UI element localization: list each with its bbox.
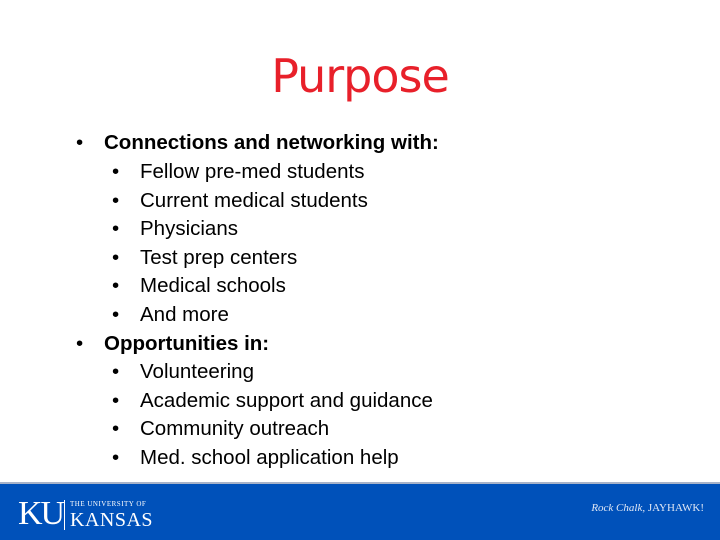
list-item-text: Volunteering — [140, 360, 254, 383]
footer-bar — [0, 484, 720, 540]
logo-divider — [64, 500, 65, 530]
bullet-icon: • — [112, 417, 120, 440]
slide-title: Purpose — [271, 49, 449, 103]
bullet-icon: • — [76, 131, 84, 154]
bullet-icon: • — [112, 246, 120, 269]
list-item-text: And more — [140, 303, 229, 326]
logo-wordmark: KANSAS — [70, 509, 154, 531]
list-item-text: Community outreach — [140, 417, 330, 440]
bullet-icon: • — [112, 160, 120, 183]
bullet-icon: • — [112, 389, 120, 412]
list-item-text: Med. school application help — [140, 446, 399, 469]
bullet-icon: • — [76, 332, 84, 355]
list-item-text: Physicians — [140, 217, 238, 240]
logo-initials: KU — [18, 495, 64, 532]
list-item-text: Medical schools — [140, 274, 286, 297]
bullet-icon: • — [112, 274, 120, 297]
bullet-icon: • — [112, 217, 120, 240]
logo-small-text: THE UNIVERSITY OF — [70, 500, 147, 508]
list-item-text: Academic support and guidance — [140, 389, 433, 412]
heading-text: Connections and networking with: — [104, 131, 439, 154]
bullet-icon: • — [112, 360, 120, 383]
tagline-caps: JAYHAWK! — [647, 502, 704, 514]
list-item-text: Fellow pre-med students — [140, 160, 365, 183]
bullet-icon: • — [112, 189, 120, 212]
list-item-text: Current medical students — [140, 189, 368, 212]
heading-text: Opportunities in: — [104, 332, 270, 355]
list-item-text: Test prep centers — [140, 246, 298, 269]
bullet-icon: • — [112, 303, 120, 326]
tagline-italic: Rock Chalk, — [591, 502, 646, 514]
bullet-icon: • — [112, 446, 120, 469]
footer-tagline — [591, 502, 704, 514]
